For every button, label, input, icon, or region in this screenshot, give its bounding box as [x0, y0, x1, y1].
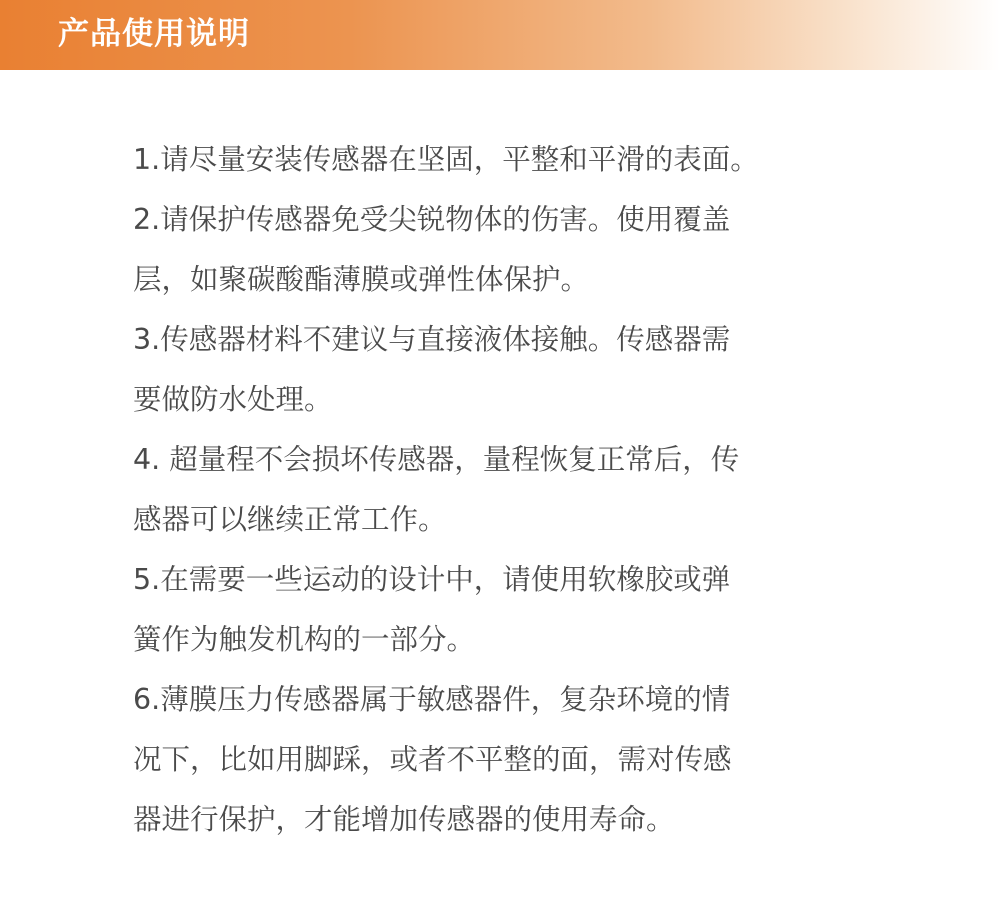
- instruction-list: [133, 130, 873, 850]
- instruction-item-4: 4. 超量程不会损坏传感器，量程恢复正常后，传 感器可以继续正常工作。: [133, 443, 740, 536]
- header-bar: [0, 0, 1000, 70]
- instruction-item-6: 6.薄膜压力传感器属于敏感器件，复杂环境的情 况下，比如用脚踩，或者不平整的面，需对传感 器进行保护，才能增加传感器的使用寿命。: [133, 683, 732, 836]
- instruction-item-3: 3.传感器材料不建议与直接液体接触。传感器需 要做防水处理。: [133, 323, 731, 416]
- page-title: 产品使用说明: [58, 16, 250, 52]
- instruction-item-5: 5.在需要一些运动的设计中，请使用软橡胶或弹 簧作为触发机构的一部分。: [133, 563, 731, 656]
- instruction-item-2: 2.请保护传感器免受尖锐物体的伤害。使用覆盖 层，如聚碳酸酯薄膜或弹性体保护。: [133, 203, 731, 296]
- instruction-item-1: 1.请尽量安装传感器在坚固，平整和平滑的表面。: [133, 143, 759, 176]
